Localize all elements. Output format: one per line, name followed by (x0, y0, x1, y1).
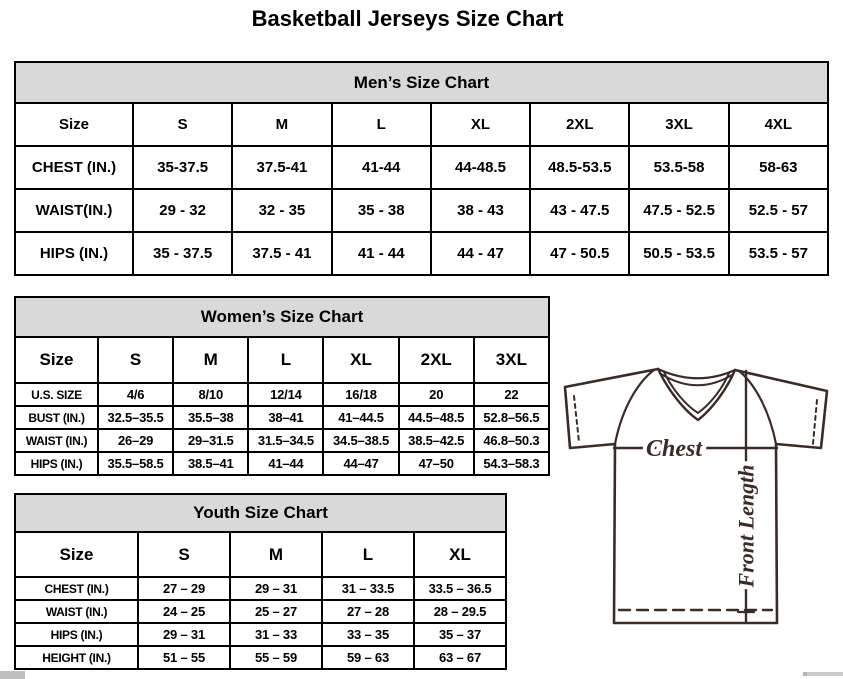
table-row (15, 577, 506, 600)
table-row (15, 600, 506, 623)
table-cell: 29 – 31 (230, 577, 322, 600)
table-cell: 63 – 67 (414, 646, 506, 669)
table-cell: 53.5-58 (629, 146, 728, 189)
table-cell: 44 - 47 (431, 232, 530, 275)
row-label: U.S. SIZE (15, 383, 98, 406)
row-label: WAIST (IN.) (15, 600, 138, 623)
table-cell: 38.5–41 (173, 452, 248, 475)
column-header: Size (15, 532, 138, 577)
table-cell: 35 - 37.5 (133, 232, 232, 275)
column-header: XL (414, 532, 506, 577)
row-label: WAIST (IN.) (15, 429, 98, 452)
armhole-seam-right (739, 371, 776, 444)
column-header: 2XL (530, 103, 629, 146)
table-cell: 43 - 47.5 (530, 189, 629, 232)
table-cell: 44–47 (323, 452, 398, 475)
table-cell: 31 – 33 (230, 623, 322, 646)
table-cell: 22 (474, 383, 549, 406)
column-header: Size (15, 337, 98, 383)
womens-size-chart (14, 296, 550, 476)
table-cell: 41–44 (248, 452, 323, 475)
table-cell: 27 – 28 (322, 600, 414, 623)
table-cell: 59 – 63 (322, 646, 414, 669)
column-header: S (138, 532, 230, 577)
column-header: XL (323, 337, 398, 383)
youth-size-chart (14, 493, 507, 670)
column-header: 3XL (474, 337, 549, 383)
table-header-row (15, 337, 549, 383)
table-cell: 29 – 31 (138, 623, 230, 646)
table-cell: 26–29 (98, 429, 173, 452)
table-cell: 34.5–38.5 (323, 429, 398, 452)
table-cell: 35.5–58.5 (98, 452, 173, 475)
table-header-row (15, 532, 506, 577)
table-cell: 31 – 33.5 (322, 577, 414, 600)
table-row (15, 383, 549, 406)
row-label: CHEST (IN.) (15, 146, 133, 189)
table-cell: 27 – 29 (138, 577, 230, 600)
page-title: Basketball Jerseys Size Chart (251, 6, 564, 31)
table-cell: 32.5–35.5 (98, 406, 173, 429)
chest-label: Chest (645, 436, 703, 462)
row-label: HEIGHT (IN.) (15, 646, 138, 669)
mens-chart-title: Men’s Size Chart (14, 61, 829, 104)
table-cell: 55 – 59 (230, 646, 322, 669)
table-cell: 38.5–42.5 (399, 429, 474, 452)
table-row (15, 623, 506, 646)
collar-back-arc (658, 369, 735, 378)
table-row (15, 429, 549, 452)
table-cell: 8/10 (173, 383, 248, 406)
table-row (15, 146, 828, 189)
table-cell: 33 – 35 (322, 623, 414, 646)
womens-chart-title: Women’s Size Chart (14, 296, 550, 338)
table-cell: 16/18 (323, 383, 398, 406)
column-header: XL (431, 103, 530, 146)
table-cell: 12/14 (248, 383, 323, 406)
armhole-seam-left (615, 370, 654, 444)
table-cell: 51 – 55 (138, 646, 230, 669)
mens-size-chart (14, 61, 829, 276)
row-label: CHEST (IN.) (15, 577, 138, 600)
scrollbar-fragment-left (0, 671, 25, 679)
table-cell: 35 - 38 (332, 189, 431, 232)
table-cell: 35.5–38 (173, 406, 248, 429)
youth-chart-title: Youth Size Chart (14, 493, 507, 533)
table-cell: 47 - 50.5 (530, 232, 629, 275)
column-header: S (98, 337, 173, 383)
table-cell: 38–41 (248, 406, 323, 429)
womens-size-table (14, 336, 550, 476)
table-cell: 48.5-53.5 (530, 146, 629, 189)
row-label: HIPS (IN.) (15, 232, 133, 275)
table-cell: 52.5 - 57 (729, 189, 828, 232)
table-cell: 24 – 25 (138, 600, 230, 623)
table-cell: 44.5–48.5 (399, 406, 474, 429)
table-cell: 29–31.5 (173, 429, 248, 452)
table-cell: 31.5–34.5 (248, 429, 323, 452)
table-cell: 4/6 (98, 383, 173, 406)
table-row (15, 189, 828, 232)
column-header: 4XL (729, 103, 828, 146)
table-cell: 58-63 (729, 146, 828, 189)
table-row (15, 646, 506, 669)
table-cell: 28 – 29.5 (414, 600, 506, 623)
table-cell: 50.5 - 53.5 (629, 232, 728, 275)
row-label: BUST (IN.) (15, 406, 98, 429)
table-row (15, 232, 828, 275)
table-cell: 33.5 – 36.5 (414, 577, 506, 600)
table-cell: 35-37.5 (133, 146, 232, 189)
column-header: M (173, 337, 248, 383)
table-row (15, 406, 549, 429)
jersey-measurement-diagram (552, 356, 843, 668)
table-cell: 41 - 44 (332, 232, 431, 275)
table-cell: 54.3–58.3 (474, 452, 549, 475)
table-cell: 35 – 37 (414, 623, 506, 646)
row-label: WAIST(IN.) (15, 189, 133, 232)
column-header: L (322, 532, 414, 577)
column-header: L (332, 103, 431, 146)
table-cell: 37.5 - 41 (232, 232, 331, 275)
table-cell: 41–44.5 (323, 406, 398, 429)
row-label: HIPS (IN.) (15, 452, 98, 475)
table-cell: 52.8–56.5 (474, 406, 549, 429)
column-header: S (133, 103, 232, 146)
cuff-dashed-left (574, 396, 579, 442)
mens-size-table (14, 102, 829, 276)
front-length-label: Front Length (733, 464, 759, 588)
column-header: 2XL (399, 337, 474, 383)
column-header: M (232, 103, 331, 146)
table-cell: 46.8–50.3 (474, 429, 549, 452)
table-cell: 38 - 43 (431, 189, 530, 232)
column-header: M (230, 532, 322, 577)
cuff-dashed-right (813, 400, 817, 444)
row-label: HIPS (IN.) (15, 623, 138, 646)
table-row (15, 452, 549, 475)
scrollbar-fragment-right (803, 672, 843, 676)
table-cell: 47.5 - 52.5 (629, 189, 728, 232)
jersey-outline (565, 369, 827, 623)
youth-size-table (14, 531, 507, 670)
table-cell: 20 (399, 383, 474, 406)
table-cell: 41-44 (332, 146, 431, 189)
column-header: 3XL (629, 103, 728, 146)
table-cell: 32 - 35 (232, 189, 331, 232)
column-header: Size (15, 103, 133, 146)
table-cell: 47–50 (399, 452, 474, 475)
column-header: L (248, 337, 323, 383)
table-cell: 53.5 - 57 (729, 232, 828, 275)
table-cell: 29 - 32 (133, 189, 232, 232)
table-header-row (15, 103, 828, 146)
table-cell: 44-48.5 (431, 146, 530, 189)
table-cell: 25 – 27 (230, 600, 322, 623)
table-cell: 37.5-41 (232, 146, 331, 189)
